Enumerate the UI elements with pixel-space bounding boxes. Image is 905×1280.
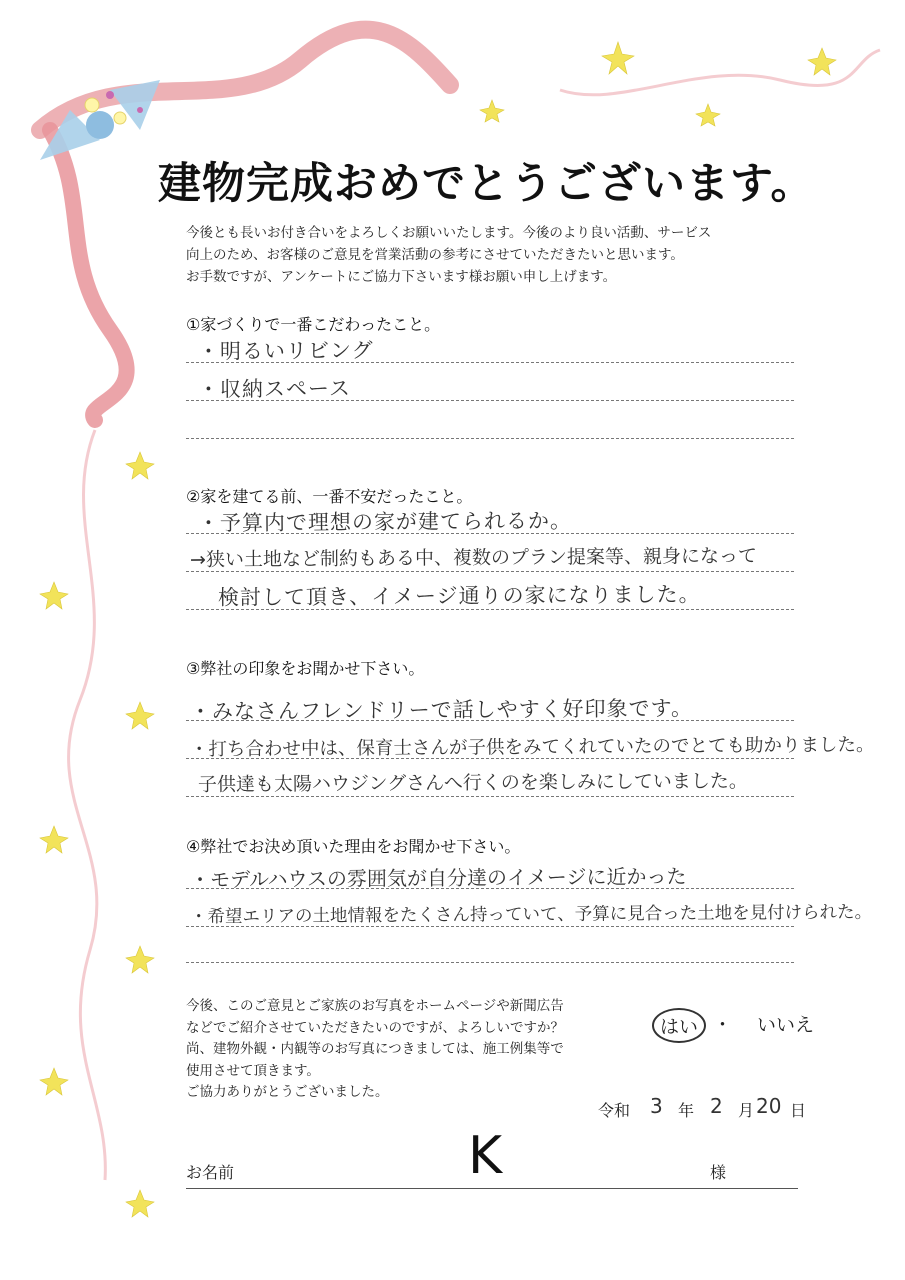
name-label: お名前	[186, 1163, 235, 1182]
answer-line	[186, 796, 794, 797]
answer-line	[186, 609, 794, 610]
intro-line: お手数ですが、アンケートにご協力下さいます様お願い申し上げます。	[186, 269, 617, 285]
consent-line: ご協力ありがとうございました。	[186, 1084, 389, 1100]
intro-line: 今後とも長いお付き合いをよろしくお願いいたします。今後のより良い活動、サービス	[186, 225, 712, 241]
question-2-answer-2: →狭い土地など制約もある中、複数のプラン提案等、親身になって	[189, 545, 758, 571]
ribbon-top	[40, 30, 450, 130]
question-2-label: ②家を建てる前、一番不安だったこと。	[186, 487, 473, 506]
consent-line: 尚、建物外観・内観等のお写真につきましては、施工例集等で	[186, 1041, 564, 1057]
intro-text	[186, 222, 826, 288]
question-2-answer-3: 検討して頂き、イメージ通りの家になりました。	[217, 582, 701, 610]
question-3-answer-2: ・打ち合わせ中は、保育士さんが子供をみてくれていたのでとても助かりました。	[189, 734, 875, 761]
star	[126, 1190, 154, 1217]
question-4-answer-1: ・モデルハウスの雰囲気が自分達のイメージに近かった	[189, 864, 687, 892]
flower	[137, 107, 143, 113]
answer-line	[186, 533, 794, 534]
flower	[114, 112, 126, 124]
answer-line	[186, 720, 794, 721]
question-4-answer-2: ・希望エリアの土地情報をたくさん持っていて、予算に見合った土地を見付けられた。	[189, 902, 873, 928]
question-4-label: ④弊社でお決め頂いた理由をお聞かせ下さい。	[186, 837, 521, 856]
answer-line	[186, 362, 794, 363]
name-value: K	[468, 1126, 503, 1186]
answer-line	[186, 962, 794, 963]
answer-line	[186, 438, 794, 439]
flower	[85, 98, 99, 112]
date-day: 20	[756, 1094, 782, 1118]
name-honorific: 様	[710, 1163, 727, 1182]
ribbon-top-right	[560, 50, 880, 95]
answer-line	[186, 571, 794, 572]
star	[126, 702, 154, 729]
answer-line	[186, 888, 794, 889]
star	[808, 48, 836, 75]
date-month: 2	[710, 1094, 723, 1118]
flower	[106, 91, 114, 99]
date-era: 令和	[598, 1101, 631, 1120]
question-3-answer-3: 子供達も太陽ハウジングさんへ行くのを楽しみにしていました。	[197, 770, 748, 796]
bow-knot	[86, 111, 114, 139]
consent-line: 使用させて頂きます。	[186, 1062, 320, 1079]
star	[602, 42, 634, 74]
ribbon-left	[50, 130, 127, 420]
consent-text	[186, 996, 626, 1104]
question-3-label: ③弊社の印象をお聞かせ下さい。	[186, 659, 425, 678]
star	[40, 582, 68, 609]
star	[126, 946, 154, 973]
star	[40, 1068, 68, 1095]
question-1-label: ①家づくりで一番こだわったこと。	[186, 315, 441, 334]
answer-line	[186, 758, 794, 759]
star	[40, 826, 68, 853]
question-1-answer-1: ・明るいリビング	[197, 338, 374, 364]
consent-line: などでご紹介させていただきたいのですが、よろしいですか？	[186, 1019, 564, 1036]
bow-left	[40, 110, 100, 160]
question-1-answer-2: ・収納スペース	[197, 376, 352, 402]
date-day-unit: 日	[790, 1101, 807, 1120]
consent-line: 今後、このご意見とご家族のお写真をホームページや新聞広告	[186, 998, 564, 1014]
question-3-answer-1: ・みなさんフレンドリーで話しやすく好印象です。	[189, 696, 694, 724]
consent-no-option[interactable]: いいえ	[757, 1014, 815, 1036]
date-month-unit: 月	[738, 1101, 755, 1120]
consent-separator: ・	[713, 1014, 733, 1036]
answer-line	[186, 926, 794, 927]
bow-right	[110, 80, 160, 130]
intro-line: 向上のため、お客様のご意見を営業活動の参考にさせていただきたいと思います。	[186, 247, 684, 263]
ribbon-left-long	[69, 430, 106, 1180]
question-2-answer-1: ・予算内で理想の家が建てられるか。	[197, 508, 573, 536]
date-year-unit: 年	[678, 1101, 695, 1120]
name-underline	[186, 1188, 798, 1189]
star	[480, 100, 504, 122]
answer-line	[186, 400, 794, 401]
page-title: 建物完成おめでとうございます。	[158, 159, 815, 209]
star	[696, 104, 720, 126]
consent-yes-option[interactable]: はい	[652, 1008, 706, 1043]
star	[126, 452, 154, 479]
date-year: 3	[650, 1094, 663, 1118]
